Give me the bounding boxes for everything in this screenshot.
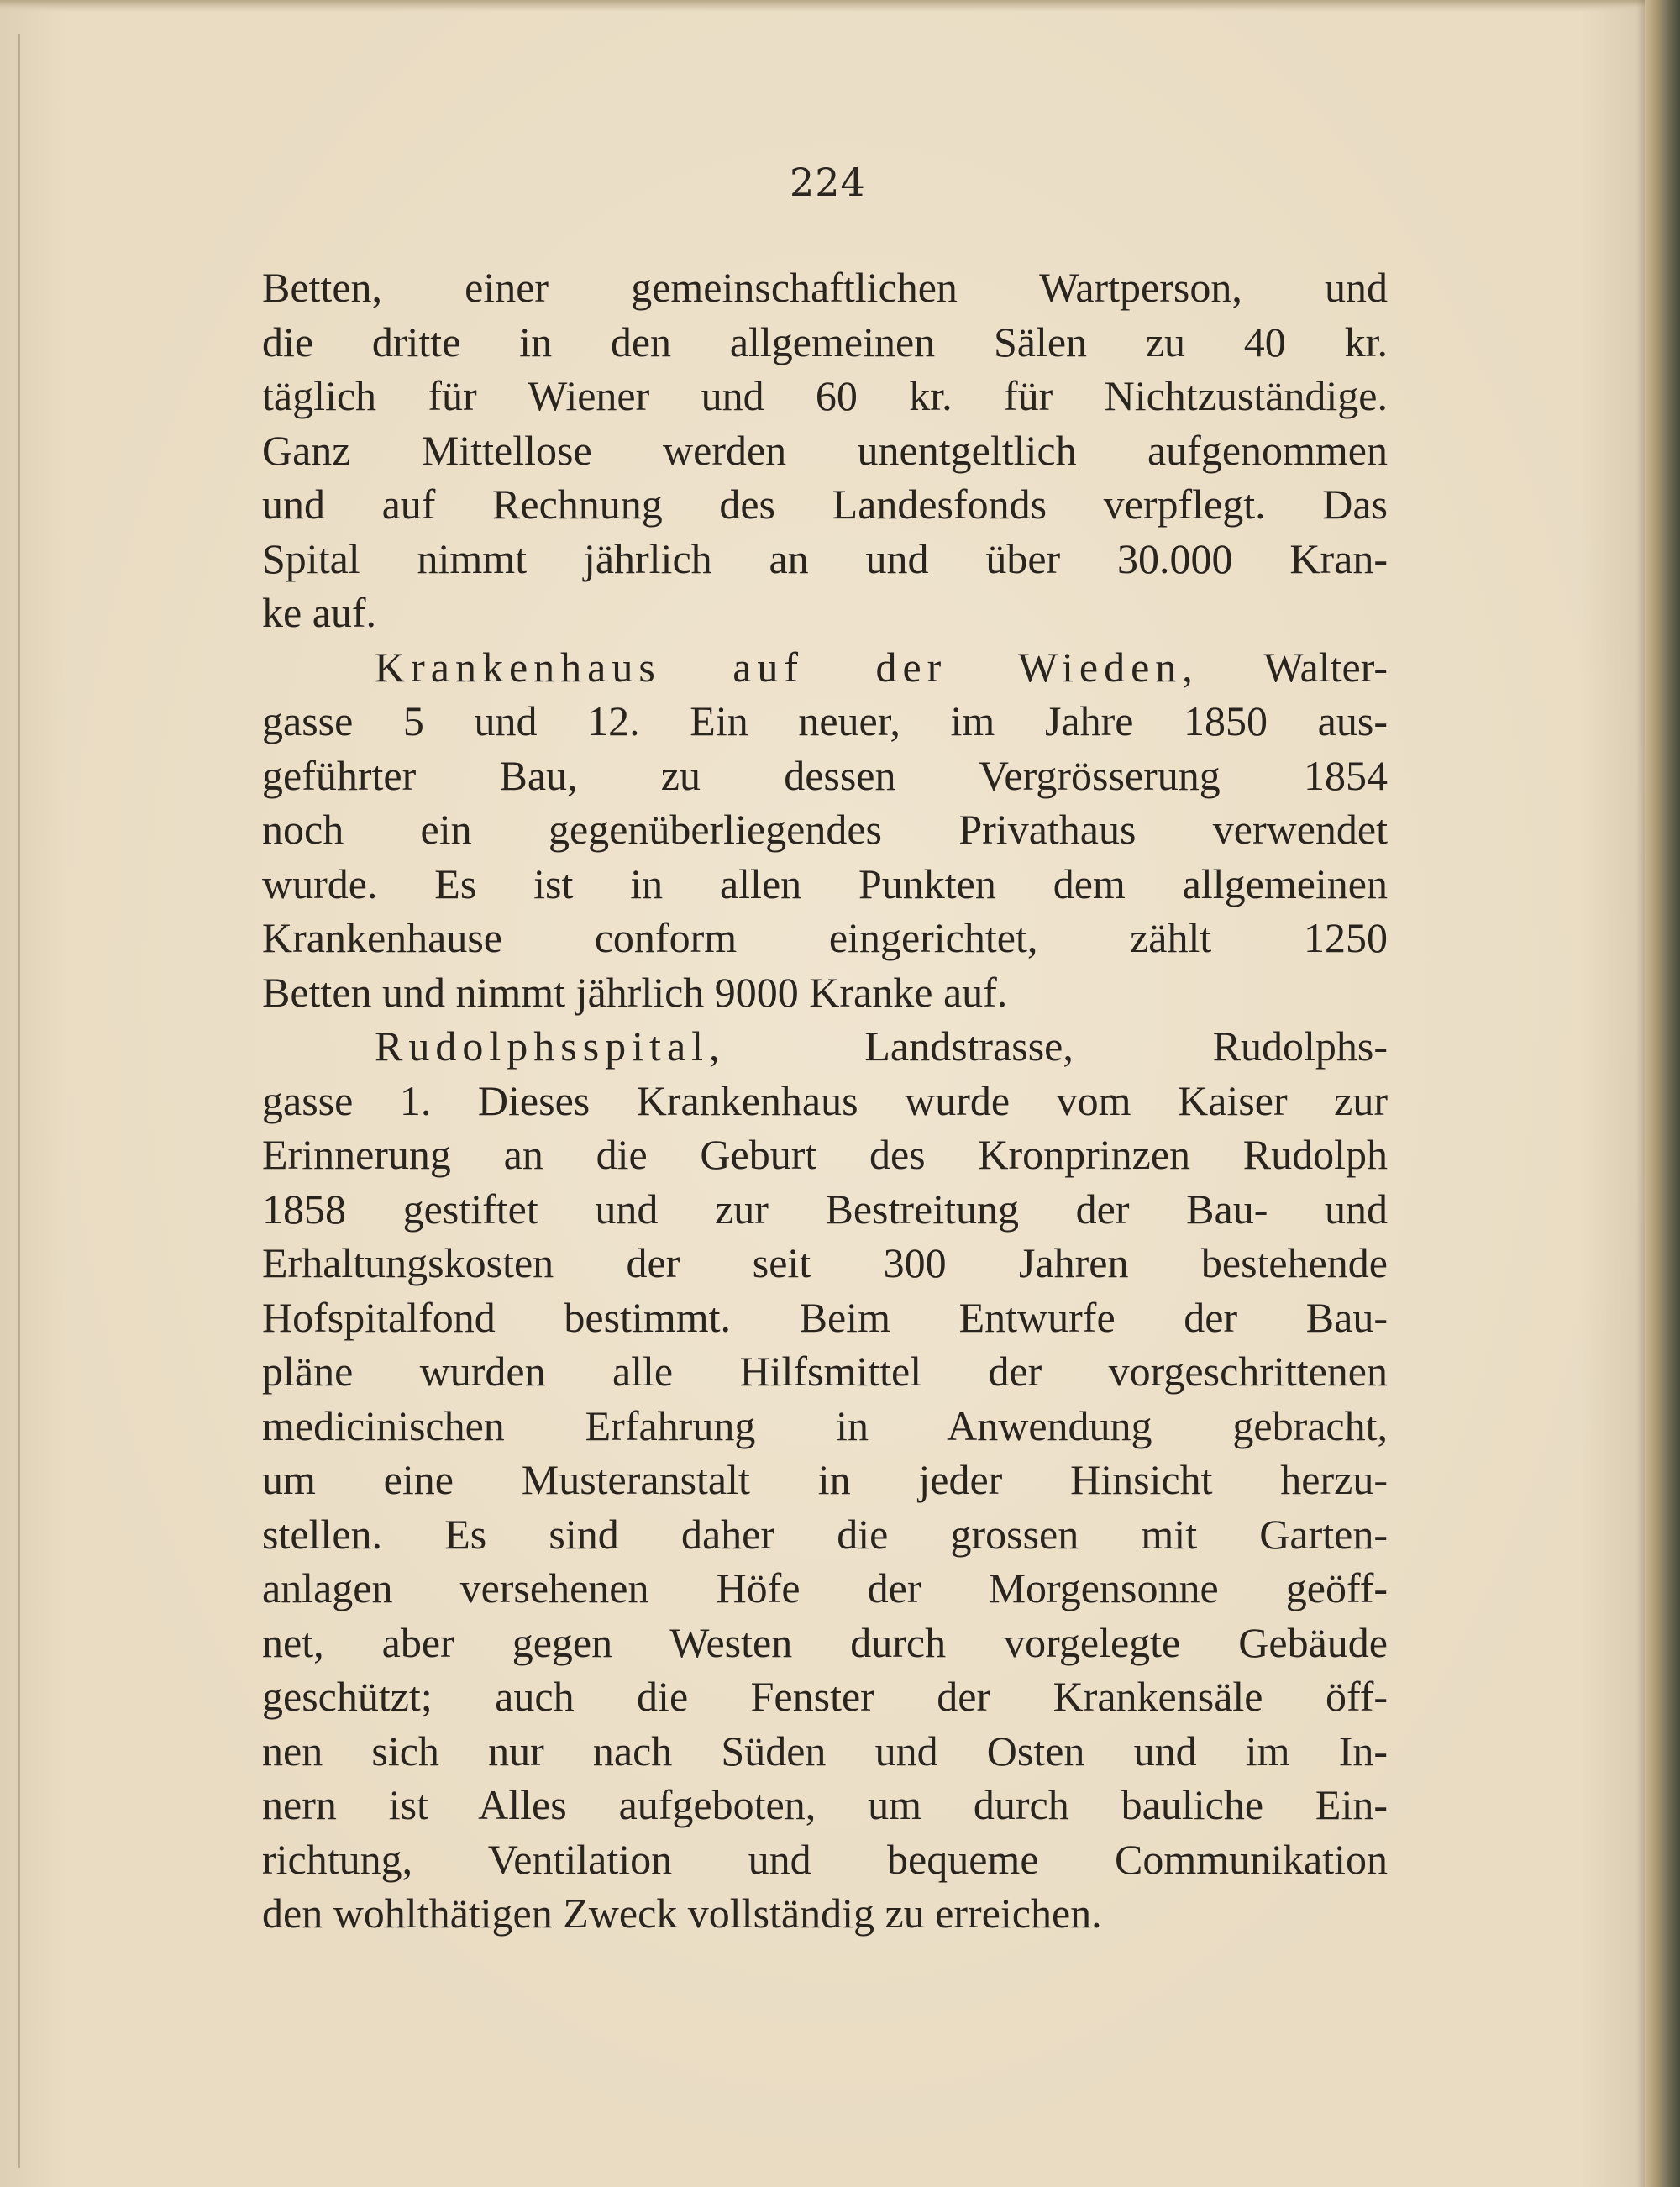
text-line: den wohlthätigen Zweck vollständig zu erreichen.: [262, 1890, 1102, 1937]
text-line: noch ein gegenüberliegendes Privathaus verwendet: [262, 806, 1388, 853]
text-line: um eine Musteranstalt in jeder Hinsicht herzu-: [262, 1456, 1388, 1503]
text-line: nern ist Alles aufgeboten, um durch bauliche Ein-: [262, 1781, 1388, 1828]
text-line: net, aber gegen Westen durch vorgelegte Gebäude: [262, 1618, 1388, 1666]
text-line: richtung, Ventilation und bequeme Communikation: [262, 1835, 1388, 1883]
book-binding-edge: [1645, 0, 1680, 2187]
text-line: stellen. Es sind daher die grossen mit Garten-: [262, 1510, 1388, 1558]
body-text: [262, 260, 1388, 1941]
text-line: Hofspitalfond bestimmt. Beim Entwurfe der Bau-: [262, 1293, 1388, 1341]
text-line: und auf Rechnung des Landesfonds verpflegt. Das: [262, 481, 1388, 528]
text-line: die dritte in den allgemeinen Sälen zu 40 kr.: [262, 318, 1388, 365]
text-line: 1858 gestiftet und zur Bestreitung der Bau- und: [262, 1185, 1388, 1233]
text-line: Betten und nimmt jährlich 9000 Kranke auf.: [262, 968, 1008, 1016]
text-line: täglich für Wiener und 60 kr. für Nichtzuständige.: [262, 372, 1388, 419]
paragraph-heading-line: [262, 1019, 1388, 1074]
text-line: gasse 5 und 12. Ein neuer, im Jahre 1850 aus-: [262, 697, 1388, 744]
text-line: Erhaltungskosten der seit 300 Jahren bestehende: [262, 1239, 1388, 1286]
section-heading-wieden: Krankenhaus auf der Wieden,: [375, 643, 1199, 691]
text-line: Spital nimmt jährlich an und über 30.000 Kran-: [262, 534, 1388, 582]
text-line: Erinnerung an die Geburt des Kronprinzen Rudolph: [262, 1131, 1388, 1178]
text-line: Ganz Mittellose werden unentgeltlich aufgenommen: [262, 426, 1388, 474]
text-line: gasse 1. Dieses Krankenhaus wurde vom Kaiser zur: [262, 1076, 1388, 1124]
text-line: wurde. Es ist in allen Punkten dem allgemeinen: [262, 860, 1388, 907]
text-line: Betten, einer gemeinschaftlichen Wartperson, und: [262, 264, 1388, 311]
section-heading-rudolphsspital: Rudolphsspital,: [375, 1023, 726, 1070]
text-line: Krankenhause conform eingerichtet, zählt 1250: [262, 914, 1388, 961]
text-line: medicinischen Erfahrung in Anwendung gebracht,: [262, 1401, 1388, 1449]
text-line: geschützt; auch die Fenster der Krankensäle öff-: [262, 1673, 1388, 1720]
text-fragment: Walter-: [1263, 643, 1388, 691]
page-top-edge: [0, 0, 1680, 12]
text-line: pläne wurden alle Hilfsmittel der vorgeschrittenen: [262, 1348, 1388, 1395]
text-line: anlagen versehenen Höfe der Morgensonne geöff-: [262, 1564, 1388, 1611]
text-line: ke auf.: [262, 589, 377, 636]
text-line: nen sich nur nach Süden und Osten und im In-: [262, 1727, 1388, 1774]
text-line: geführter Bau, zu dessen Vergrösserung 1854: [262, 751, 1388, 799]
page-gutter-shadow: [1636, 0, 1645, 2187]
page-left-margin-line: [18, 34, 20, 2168]
text-fragment: Landstrasse, Rudolphs-: [864, 1023, 1389, 1070]
paragraph-heading-line: [262, 640, 1388, 695]
page-number: 224: [790, 160, 866, 205]
